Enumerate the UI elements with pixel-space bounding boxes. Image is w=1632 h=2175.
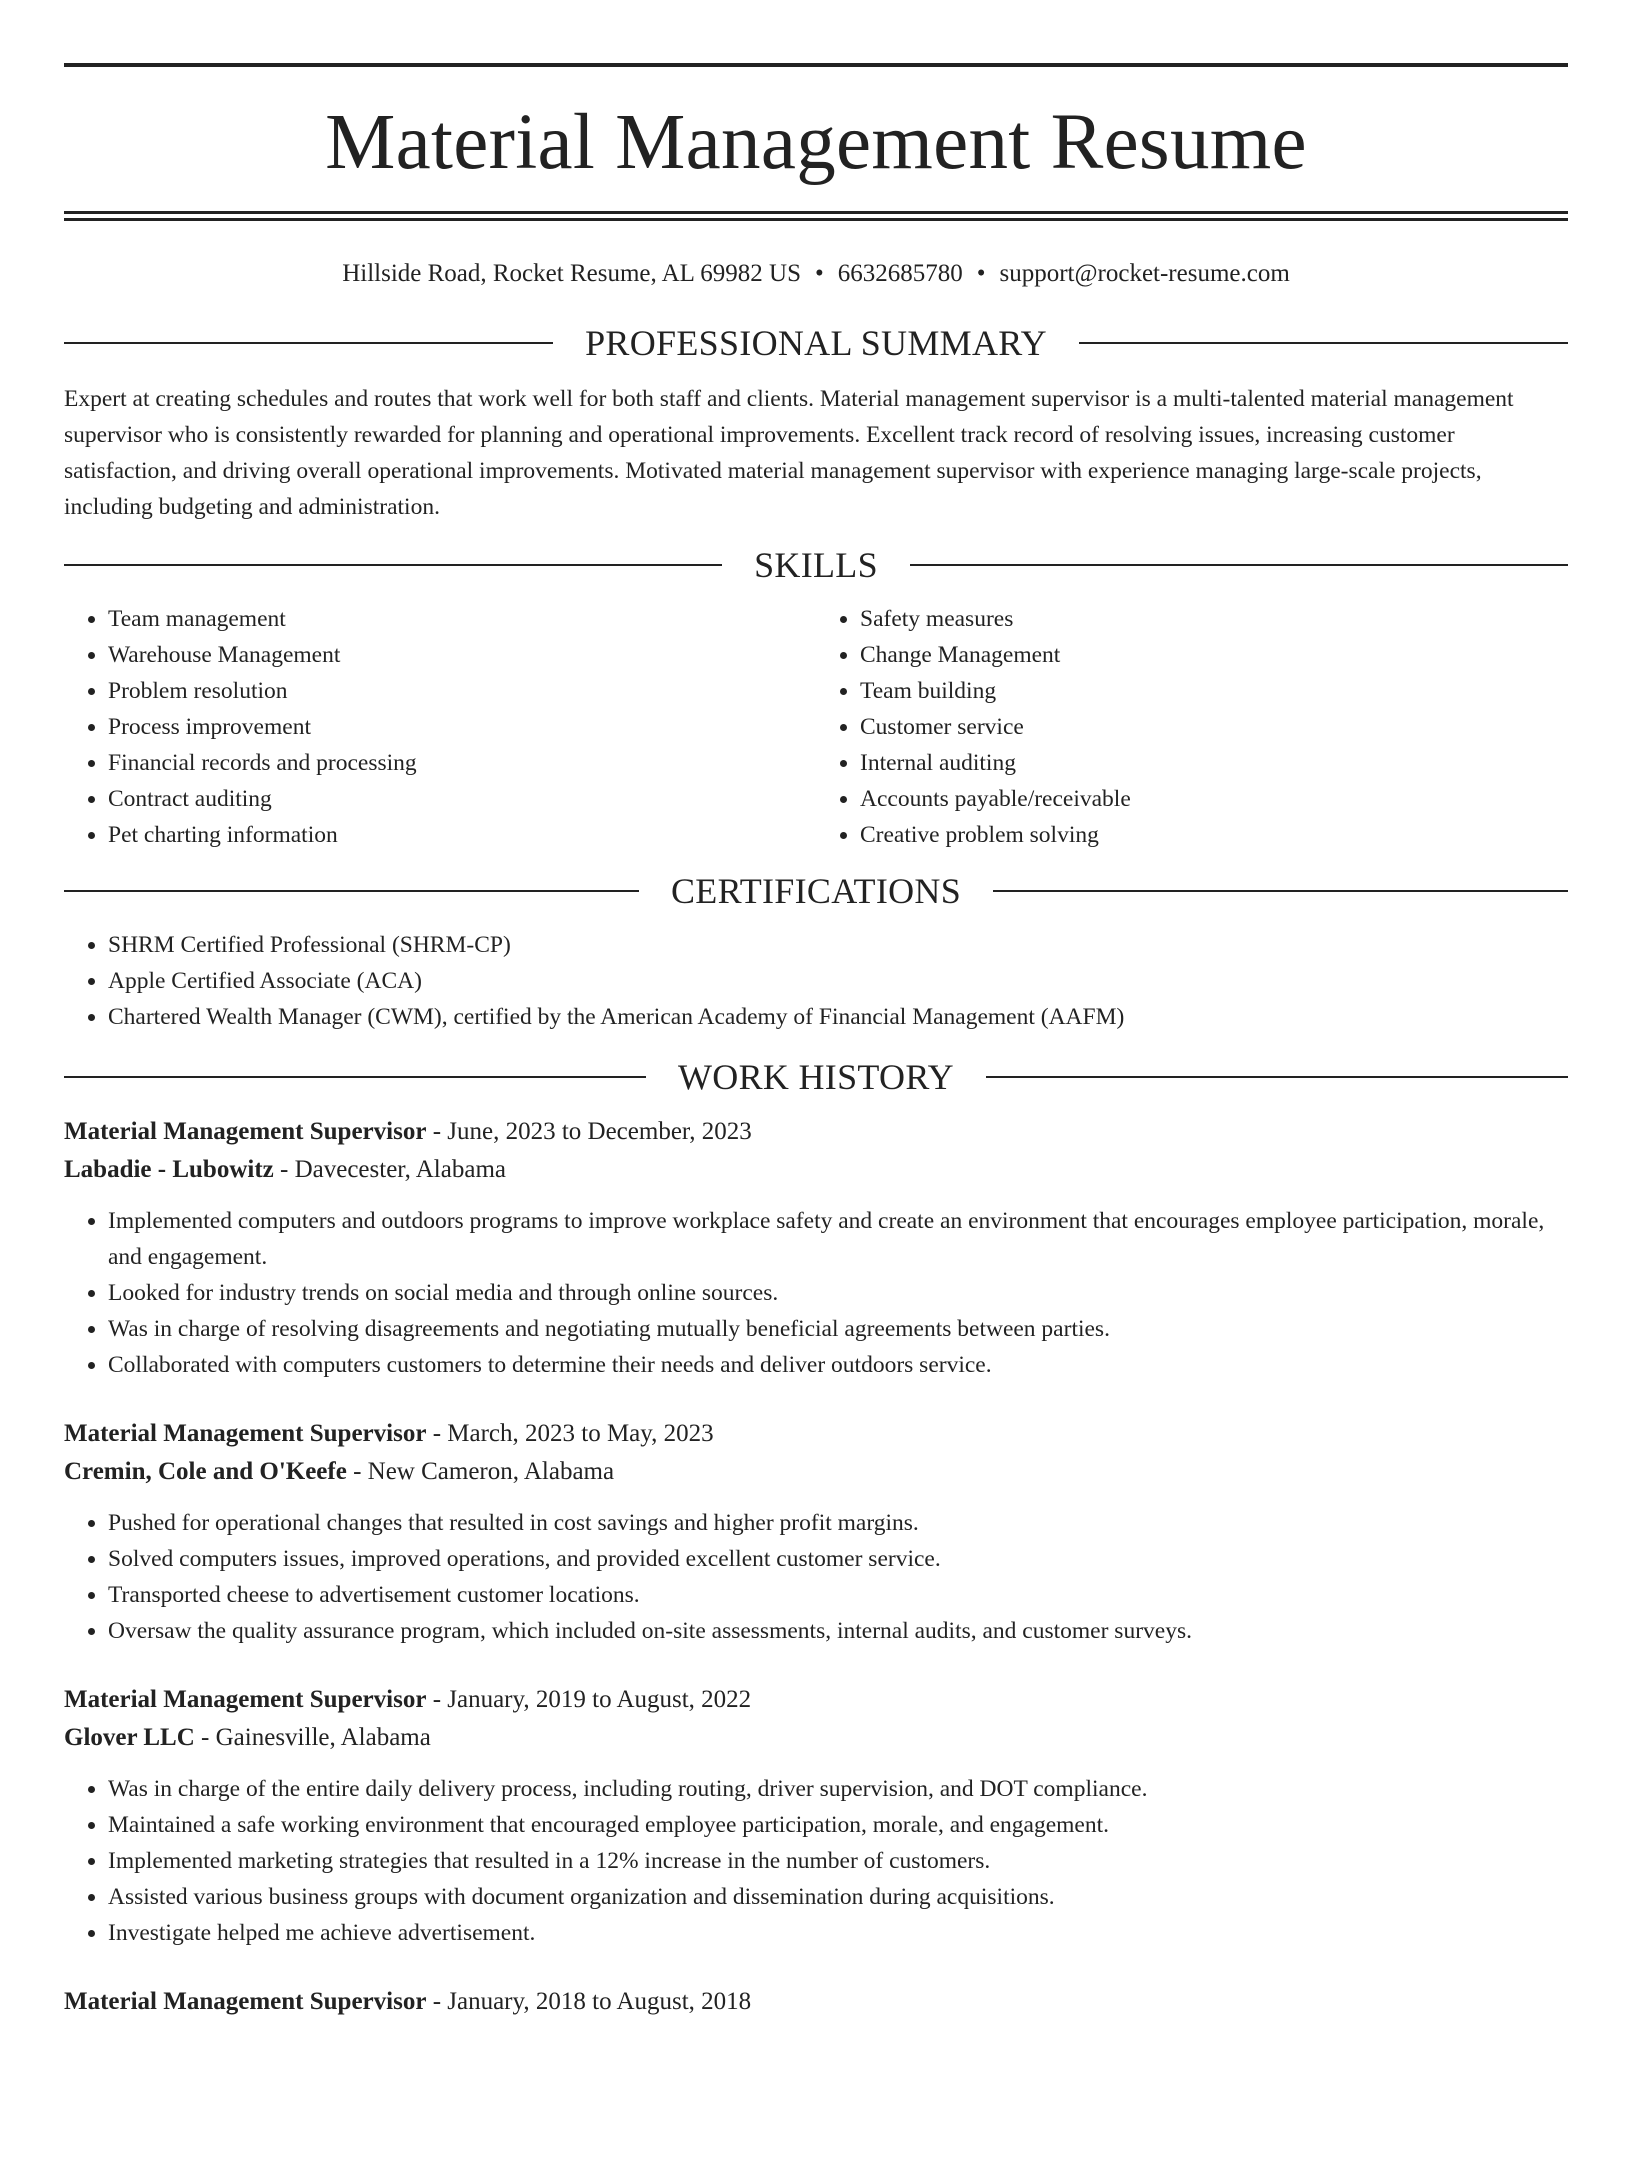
heading-rule bbox=[1079, 342, 1568, 344]
job-company: Labadie - Lubowitz bbox=[64, 1156, 274, 1183]
job-title-line bbox=[64, 1415, 1568, 1453]
dash: - bbox=[194, 1724, 216, 1751]
job-company: Glover LLC bbox=[64, 1724, 195, 1751]
job-bullet: • Oversaw the quality assurance program, which included on-site assessments, internal audits, and customer surveys. bbox=[108, 1613, 1568, 1649]
job-dates: March, 2023 to May, 2023 bbox=[447, 1420, 714, 1447]
job-bullet: • Transported cheese to advertisement customer locations. bbox=[108, 1577, 1568, 1613]
skill-item: • Problem resolution bbox=[108, 673, 816, 709]
skill-item: • Financial records and processing bbox=[108, 745, 816, 781]
job-title: Material Management Supervisor bbox=[64, 1420, 427, 1447]
job-entry bbox=[64, 1113, 1568, 1383]
job-title: Material Management Supervisor bbox=[64, 1686, 427, 1713]
certification-item: • SHRM Certified Professional (SHRM-CP) bbox=[108, 927, 1568, 963]
job-bullet: • Implemented computers and outdoors programs to improve workplace safety and create an environment that encourages employee participation, morale, and engagement. bbox=[108, 1203, 1568, 1275]
contact-separator: • bbox=[976, 260, 986, 287]
contact-separator: • bbox=[814, 260, 824, 287]
certifications-list bbox=[64, 927, 1568, 1035]
job-bullet: • Assisted various business groups with document organization and dissemination during acquisitions. bbox=[108, 1879, 1568, 1915]
job-bullet: • Was in charge of the entire daily delivery process, including routing, driver supervision, and DOT compliance. bbox=[108, 1771, 1568, 1807]
heading-rule bbox=[986, 1076, 1568, 1078]
top-rule bbox=[64, 63, 1568, 67]
job-entry bbox=[64, 1415, 1568, 1649]
resume-page bbox=[0, 63, 1632, 2175]
job-bullets bbox=[64, 1505, 1568, 1649]
job-bullets bbox=[64, 1203, 1568, 1383]
job-bullet: • Implemented marketing strategies that resulted in a 12% increase in the number of customers. bbox=[108, 1843, 1568, 1879]
work-history-list bbox=[64, 1113, 1568, 2021]
job-bullet: • Solved computers issues, improved operations, and provided excellent customer service. bbox=[108, 1541, 1568, 1577]
job-bullets bbox=[64, 1771, 1568, 1951]
job-bullet: • Collaborated with computers customers to determine their needs and deliver outdoors service. bbox=[108, 1347, 1568, 1383]
skills-list-right bbox=[816, 601, 1568, 853]
dash: - bbox=[273, 1156, 295, 1183]
job-company-line bbox=[64, 1453, 1568, 1491]
job-bullet: • Was in charge of resolving disagreements and negotiating mutually beneficial agreements between parties. bbox=[108, 1311, 1568, 1347]
dash: - bbox=[426, 1420, 448, 1447]
job-company-line bbox=[64, 1151, 1568, 1189]
contact-email[interactable]: support@rocket-resume.com bbox=[999, 260, 1290, 287]
dash: - bbox=[426, 1988, 448, 2015]
job-bullet: • Looked for industry trends on social media and through online sources. bbox=[108, 1275, 1568, 1311]
section-title: SKILLS bbox=[754, 545, 878, 585]
job-bullet: • Investigate helped me achieve advertisement. bbox=[108, 1915, 1568, 1951]
skills-list-left bbox=[64, 601, 816, 853]
heading-rule bbox=[910, 564, 1568, 566]
heading-rule bbox=[64, 342, 553, 344]
section-heading-work-history bbox=[64, 1057, 1568, 1097]
contact-address: Hillside Road, Rocket Resume, AL 69982 US bbox=[342, 260, 801, 287]
skill-item: • Pet charting information bbox=[108, 817, 816, 853]
job-location: Davecester, Alabama bbox=[294, 1156, 506, 1183]
job-title-line bbox=[64, 1113, 1568, 1151]
contact-line bbox=[64, 259, 1568, 289]
skill-item: • Contract auditing bbox=[108, 781, 816, 817]
job-title-line bbox=[64, 1681, 1568, 1719]
certification-item: • Chartered Wealth Manager (CWM), certified by the American Academy of Financial Management (AAFM) bbox=[108, 999, 1568, 1035]
section-heading-skills bbox=[64, 545, 1568, 585]
certification-item: • Apple Certified Associate (ACA) bbox=[108, 963, 1568, 999]
skill-item: • Process improvement bbox=[108, 709, 816, 745]
section-heading-certifications bbox=[64, 871, 1568, 911]
job-bullet: • Pushed for operational changes that resulted in cost savings and higher profit margins. bbox=[108, 1505, 1568, 1541]
skill-item: • Warehouse Management bbox=[108, 637, 816, 673]
job-title-line bbox=[64, 1983, 1568, 2021]
skill-item: • Team building bbox=[860, 673, 1568, 709]
heading-rule bbox=[64, 890, 639, 892]
dash: - bbox=[426, 1686, 448, 1713]
skill-item: • Internal auditing bbox=[860, 745, 1568, 781]
job-title: Material Management Supervisor bbox=[64, 1118, 427, 1145]
section-title: WORK HISTORY bbox=[678, 1057, 954, 1097]
job-company: Cremin, Cole and O'Keefe bbox=[64, 1458, 347, 1485]
skill-item: • Creative problem solving bbox=[860, 817, 1568, 853]
job-entry bbox=[64, 1983, 1568, 2021]
page-title: Material Management Resume bbox=[325, 99, 1307, 186]
job-dates: January, 2018 to August, 2018 bbox=[447, 1988, 752, 2015]
dash: - bbox=[346, 1458, 368, 1485]
dash: - bbox=[426, 1118, 448, 1145]
summary-paragraph: Expert at creating schedules and routes that work well for both staff and clients. Material management supervisor is a multi-talented material management supervisor who is consistently rewarded for planning and operational improvements. Excellent track record of resolving issues, increasing customer satisfaction, and driving overall operational improvements. Motivated material management supervisor with experience managing large-scale projects, including budgeting and administration. bbox=[64, 386, 1514, 520]
heading-rule bbox=[64, 564, 722, 566]
job-entry bbox=[64, 1681, 1568, 1951]
job-company-line bbox=[64, 1719, 1568, 1757]
skill-item: • Customer service bbox=[860, 709, 1568, 745]
section-title: CERTIFICATIONS bbox=[670, 871, 962, 911]
heading-rule bbox=[64, 1076, 646, 1078]
skill-item: • Team management bbox=[108, 601, 816, 637]
section-heading-summary bbox=[64, 323, 1568, 363]
skill-item: • Change Management bbox=[860, 637, 1568, 673]
skill-item: • Accounts payable/receivable bbox=[860, 781, 1568, 817]
heading-rule bbox=[993, 890, 1568, 892]
job-bullet: • Maintained a safe working environment that encouraged employee participation, morale, and engagement. bbox=[108, 1807, 1568, 1843]
contact-phone: 6632685780 bbox=[837, 260, 963, 287]
job-dates: June, 2023 to December, 2023 bbox=[447, 1118, 752, 1145]
job-dates: January, 2019 to August, 2022 bbox=[447, 1686, 752, 1713]
skill-item: • Safety measures bbox=[860, 601, 1568, 637]
skills-columns bbox=[64, 601, 1568, 853]
job-title: Material Management Supervisor bbox=[64, 1988, 427, 2015]
title-double-rule bbox=[64, 211, 1568, 221]
section-title: PROFESSIONAL SUMMARY bbox=[585, 323, 1047, 363]
job-location: Gainesville, Alabama bbox=[215, 1724, 431, 1751]
job-location: New Cameron, Alabama bbox=[367, 1458, 615, 1485]
